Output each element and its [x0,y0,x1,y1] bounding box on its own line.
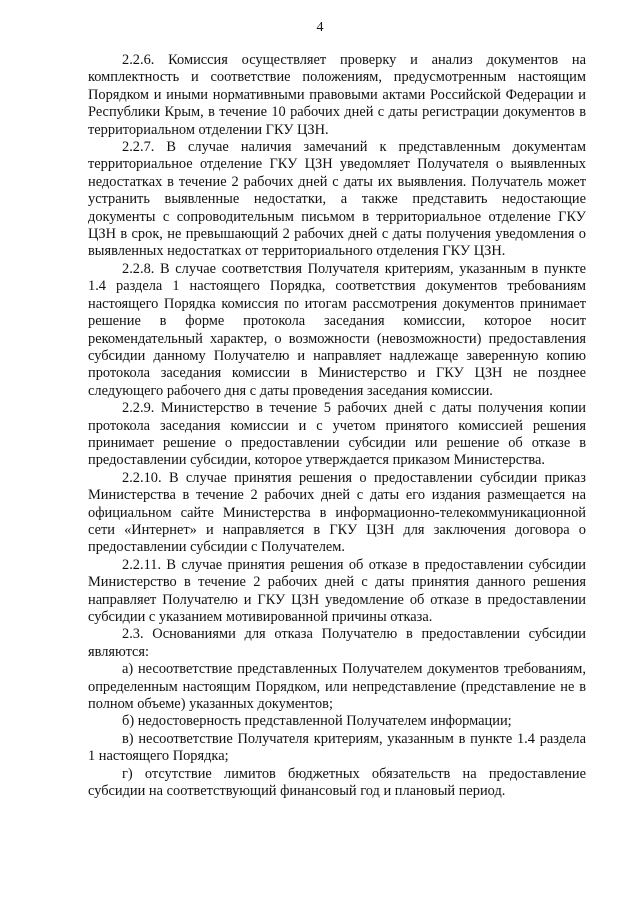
list-item-v: в) несоответствие Получателя критериям, указанным в пункте 1.4 раздела 1 настоящего Порядка; [88,730,586,765]
list-item-g: г) отсутствие лимитов бюджетных обязательств на предоставление субсидии на соответствующий финансовый год и плановый период. [88,765,586,800]
paragraph-2-2-9: 2.2.9. Министерство в течение 5 рабочих дней с даты получения копии протокола заседания комиссии и с учетом принятого комиссией решения принимает решение о предоставлении субсидии или решение об отказе в предоставлении субсидии, которое утверждается приказом Министерства. [88,400,586,469]
paragraph-2-2-11: 2.2.11. В случае принятия решения об отказе в предоставлении субсидии Министерство в течение 2 рабочих дней с даты принятия данного решения направляет Получателю и ГКУ ЦЗН уведомление об отказе в предоставлении субсидии с указанием мотивированной причины отказа. [88,556,586,625]
paragraph-2-2-6: 2.2.6. Комиссия осуществляет проверку и анализ документов на комплектность и соответствие положениям, предусмотренным настоящим Порядком и иными нормативными правовыми актами Российской Федерации и Республики Крым, в течение 10 рабочих дней с даты регистрации документов в территориальном отделении ГКУ ЦЗН. [88,52,586,138]
paragraph-2-2-7: 2.2.7. В случае наличия замечаний к представленным документам территориальное отделение ГКУ ЦЗН уведомляет Получателя о выявленных недостатках в течение 2 рабочих дней с даты их выявления. Получатель может устранить выявленные недостатки, а также представить недостающие документы с сопроводительным письмом в территориальное отделение ГКУ ЦЗН в срок, не превышающий 2 рабочих дней с даты получения уведомления о выявленных недостатках от территориального отделения ГКУ ЦЗН. [88,139,586,260]
document-body [88,52,586,800]
page-number: 4 [316,20,324,35]
list-item-a: а) несоответствие представленных Получателем документов требованиям, определенным настоящим Порядком, или непредставление (представление не в полном объеме) указанных документов; [88,661,586,713]
paragraph-2-3: 2.3. Основаниями для отказа Получателю в предоставлении субсидии являются: [88,626,586,660]
paragraph-2-2-8: 2.2.8. В случае соответствия Получателя критериям, указанным в пункте 1.4 раздела 1 настоящего Порядка, соответствия документов требованиям настоящего Порядка комиссия по итогам рассмотрения документов принимает решение в форме протокола заседания комиссии, которое носит рекомендательный характер, о возможности (невозможности) предоставления субсидии данному Получателю и направляет надлежаще заверенную копию протокола заседания комиссии в Министерство и ГКУ ЦЗН не позднее следующего рабочего дня с даты проведения заседания комиссии. [88,260,586,399]
paragraph-2-2-10: 2.2.10. В случае принятия решения о предоставлении субсидии приказ Министерства в течение 2 рабочих дней с даты его издания размещается на официальном сайте Министерства в информационно-телекоммуникационной сети «Интернет» и направляется в ГКУ ЦЗН для заключения договора о предоставлении субсидии с Получателем. [88,469,586,556]
list-item-b: б) недостоверность представленной Получателем информации; [122,713,512,730]
